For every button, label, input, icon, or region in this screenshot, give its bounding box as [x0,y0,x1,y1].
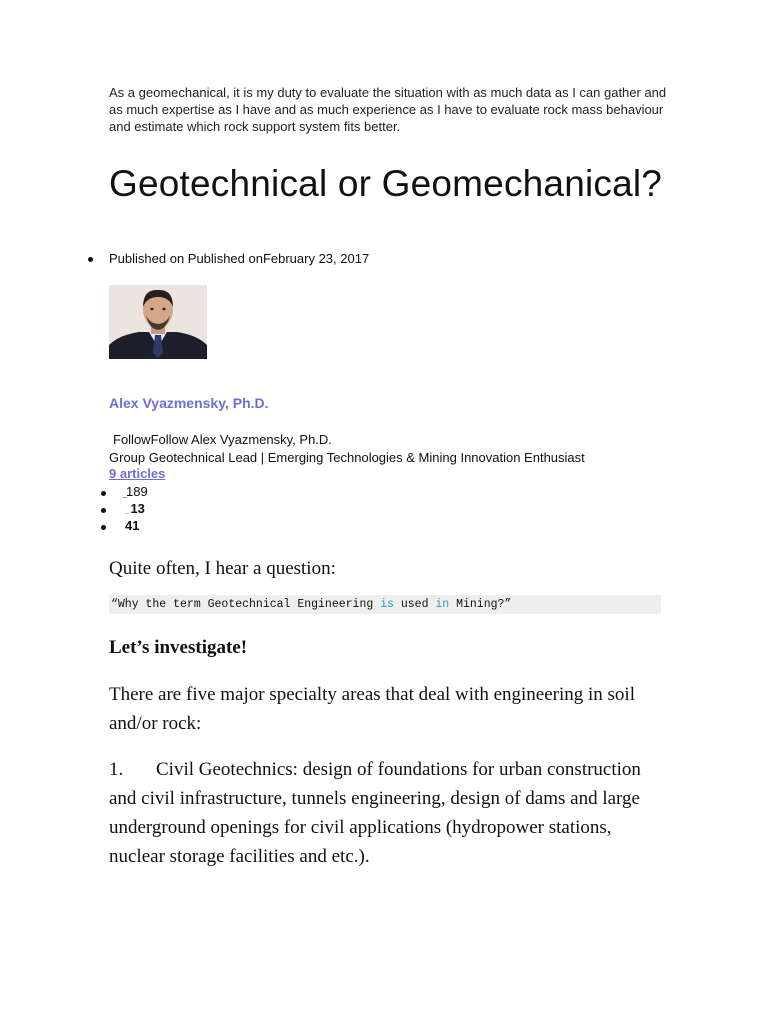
code-keyword: is [380,598,394,611]
bullet-icon [101,508,106,513]
follow-button[interactable]: FollowFollow Alex Vyazmensky, Ph.D. [113,432,332,447]
list-item [109,755,669,871]
stat-value [125,518,139,533]
bullet-icon [88,257,93,262]
intro-paragraph: As a geomechanical, it is my duty to evaluate the situation with as much data as I can gather and as much expertise as I have and as much experience as I have to evaluate rock mass behaviour and estimate which rock support system fits better. [109,85,667,134]
published-date: Published on Published onFebruary 23, 2017 [109,251,370,266]
articles-count-link[interactable]: 9 articles [109,466,166,481]
article-title: Geotechnical or Geomechanical? [109,163,663,204]
comments-count: 13 [130,501,145,516]
code-text: used [393,598,436,611]
bullet-icon [101,491,106,496]
body-paragraph: There are five major specialty areas that deal with engineering in soil and/or rock: [109,684,635,734]
likes-count: 189 [126,484,148,499]
list-item-text: Civil Geotechnics: design of foundations for urban construction and civil infrastructure, tunnels engineering, design of dams and large underground openings for civil applications (hydropower stations, nuclear storage facilities and etc.). [109,759,641,867]
bullet-icon [101,525,106,530]
author-avatar[interactable] [109,285,207,359]
question-lead: Quite often, I hear a question: [109,558,336,579]
stat-mark: _ [125,506,130,515]
code-keyword: in [435,598,450,611]
code-text: “Why the term Geotechnical Engineering [111,598,381,611]
author-headline: Group Geotechnical Lead | Emerging Technologies & Mining Innovation Enthusiast [109,450,585,465]
list-number: 1. [109,759,124,780]
author-portrait-icon [109,285,207,359]
stat-value [125,501,145,516]
shares-count: 41 [125,518,140,533]
author-name-link[interactable]: Alex Vyazmensky, Ph.D. [109,395,269,411]
section-heading: Let’s investigate! [109,637,248,658]
code-block [109,595,661,614]
code-text: Mining?” [449,598,512,611]
stat-value [125,484,148,499]
